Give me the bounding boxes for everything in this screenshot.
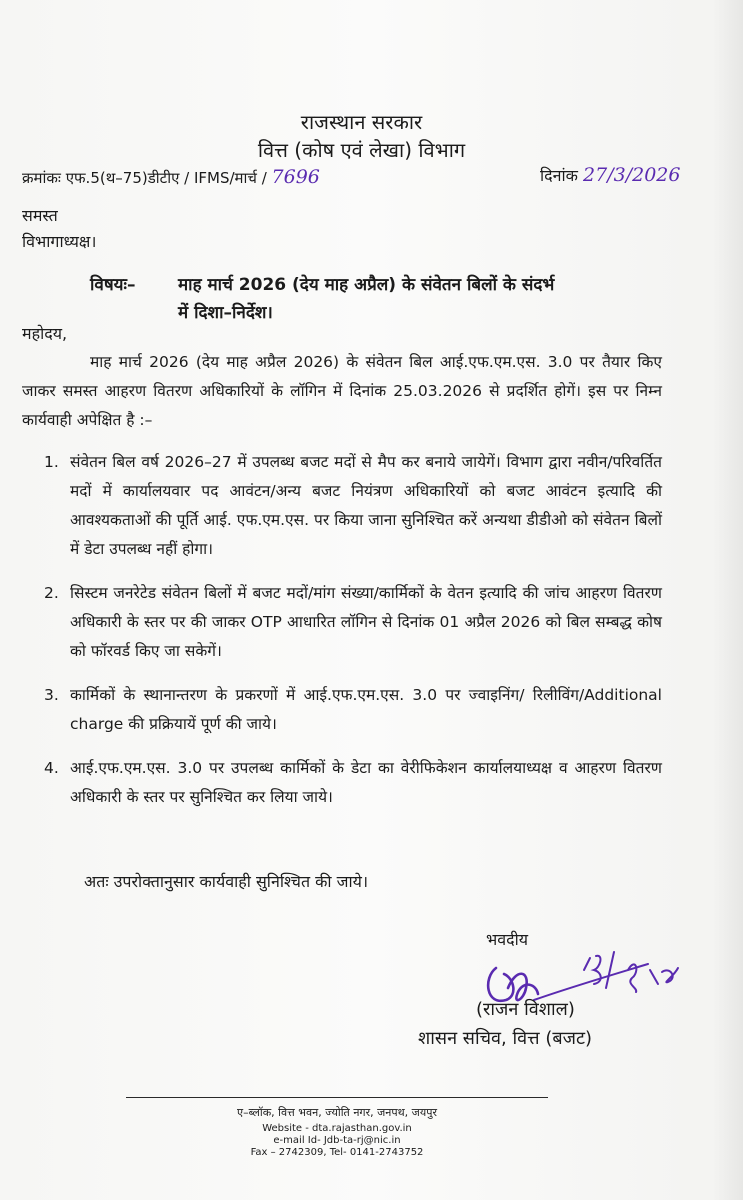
footer-email: e-mail Id- Jdb-ta-rj@nic.in [273, 1135, 401, 1146]
reference-line [22, 166, 320, 188]
salutation: महोदय, [22, 324, 68, 343]
item-number: 1. [44, 453, 59, 471]
footer-address: ए–ब्लॉक, वित्त भवन, ज्योति नगर, जनपथ, जयपुर [237, 1106, 437, 1119]
subject-line2: में दिशा–निर्देश। [178, 303, 273, 323]
subject-label: विषयः– [90, 275, 136, 295]
item-text: संवेतन बिल वर्ष 2026–27 में उपलब्ध बजट मदों से मैप कर बनाये जायेगें। विभाग द्वारा नवीन/परिवर्तित मदों में कार्यालयवार पद आवंटन/अन्य बजट नियंत्रण अधिकारियों को बजट आवंटन इत्यादि की आवश्यकताओं की पूर्ति आई. एफ.एम.एस. पर किया जाना सुनिश्चित करें अन्यथा डीडीओ को संवेतन बिलों में डेटा उपलब्ध नहीं होगा। [70, 453, 663, 558]
item-text: आई.एफ.एम.एस. 3.0 पर उपलब्ध कार्मिकों के डेटा का वेरीफिकेशन कार्यालयाध्यक्ष व आहरण वितरण अधिकारी के स्तर पर सुनिश्चित कर लिया जाये। [70, 759, 662, 806]
list-item [22, 579, 662, 666]
reference-label: क्रमांकः एफ.5(थ–75)डीटीए / IFMS/मार्च / [22, 169, 267, 187]
item-number: 2. [44, 584, 59, 602]
department-heading: वित्त (कोष एवं लेखा) विभाग [257, 138, 466, 162]
item-text: कार्मिकों के स्थानान्तरण के प्रकरणों में आई.एफ.एम.एस. 3.0 पर ज्वाइनिंग/ रिलीविंग/Additional charge की प्रक्रियायें पूर्ण की जाये। [70, 686, 662, 733]
item-number: 4. [44, 759, 59, 777]
instruction-list [22, 448, 662, 827]
intro-paragraph: माह मार्च 2026 (देय माह अप्रैल 2026) के संवेतन बिल आई.एफ.एम.एस. 3.0 पर तैयार किए जाकर समस्त आहरण वितरण अधिकारियों के लॉगिन में दिनांक 25.03.2026 से प्रदर्शित होगें। इस पर निम्न कार्यवाही अपेक्षित है :– [22, 353, 662, 429]
item-text: सिस्टम जनरेटेड संवेतन बिलों में बजट मदों/मांग संख्या/कार्मिकों के वेतन इत्यादि की जांच आहरण वितरण अधिकारी के स्तर पर की जाकर OTP आधारित लॉगिन से दिनांक 01 अप्रैल 2026 को बिल सम्बद्ध कोष को फॉरवर्ड किए जा सकेगें। [70, 584, 662, 660]
date-value: 27/3/2026 [583, 164, 681, 186]
footer-divider [126, 1097, 548, 1098]
closing-line: अतः उपरोक्तानुसार कार्यवाही सुनिश्चित की जाये। [84, 872, 369, 891]
item-number: 3. [44, 686, 59, 704]
addressee-line2: विभागाध्यक्ष। [22, 232, 97, 251]
date-label: दिनांक [540, 166, 578, 185]
list-item [22, 754, 662, 812]
date-line [540, 164, 680, 186]
subject-line1: माह मार्च 2026 (देय माह अप्रैल) के संवेतन बिलों के संदर्भ [178, 275, 555, 295]
page-edge-shadow [713, 0, 743, 1200]
valediction: भवदीय [486, 930, 529, 949]
government-heading: राजस्थान सरकार [300, 110, 423, 134]
footer-website: Website - dta.rajasthan.gov.in [262, 1123, 412, 1134]
list-item [22, 448, 662, 564]
signatory-designation: शासन सचिव, वित्त (बजट) [418, 1028, 593, 1049]
list-item [22, 681, 662, 739]
addressee-line1: समस्त [22, 206, 58, 225]
signatory-name: (राजन विशाल) [476, 999, 575, 1020]
footer-phone: Fax – 2742309, Tel- 0141-2743752 [250, 1147, 424, 1158]
reference-number: 7696 [271, 166, 320, 188]
